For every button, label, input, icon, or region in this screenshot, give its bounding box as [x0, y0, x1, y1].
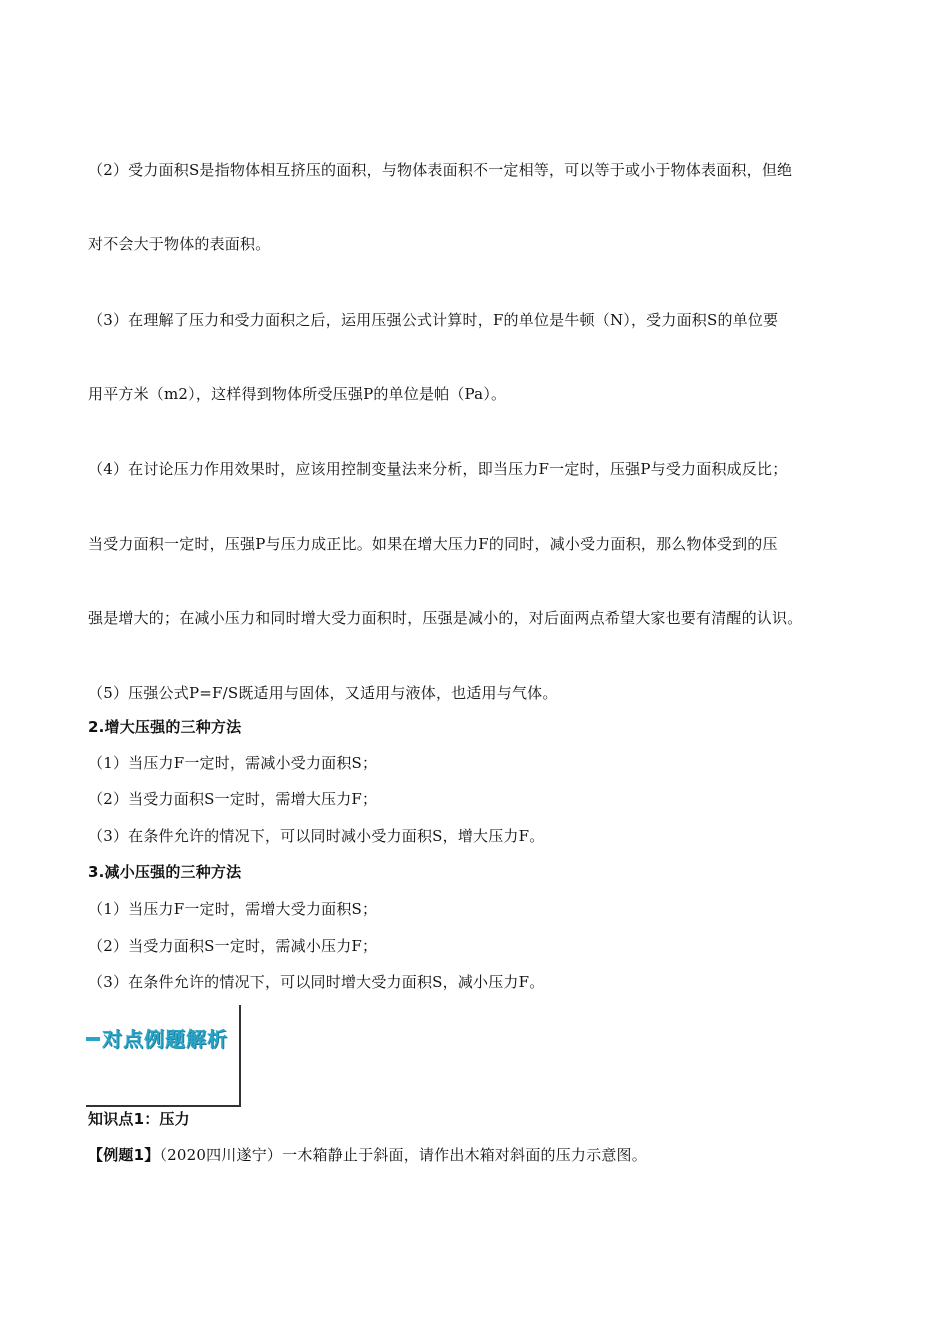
- list-item: （1）当压力F一定时，需增大受力面积S；: [88, 900, 378, 918]
- paragraph-line: （5）压强公式P=F/S既适用与固体，又适用与液体，也适用与气体。: [88, 684, 558, 702]
- list-item: （2）当受力面积S一定时，需增大压力F；: [88, 790, 378, 808]
- paragraph-line: 当受力面积一定时，压强P与压力成正比。如果在增大压力F的同时，减小受力面积，那么物体受到的压: [88, 535, 778, 553]
- paragraph-line: （2）受力面积S是指物体相互挤压的面积，与物体表面积不一定相等，可以等于或小于物体表面积，但绝: [88, 161, 793, 179]
- banner-dash-icon: [86, 1037, 100, 1041]
- example-tag: 【例题1】: [88, 1146, 160, 1164]
- paragraph-line: 用平方米（m2），这样得到物体所受压强P的单位是帕（Pa）。: [88, 385, 507, 403]
- paragraph-line: 强是增大的；在减小压力和同时增大受力面积时，压强是减小的，对后面两点希望大家也要有清醒的认识。: [88, 609, 803, 627]
- paragraph-line: （4）在讨论压力作用效果时，应该用控制变量法来分析，即当压力F一定时，压强P与受力面积成反比；: [88, 460, 788, 478]
- section-banner: [86, 1005, 241, 1107]
- example-source: （2020四川遂宁）: [159, 1146, 283, 1164]
- list-item: （3）在条件允许的情况下，可以同时增大受力面积S，减小压力F。: [88, 973, 545, 991]
- example-question: [88, 1145, 647, 1165]
- paragraph-line: （3）在理解了压力和受力面积之后，运用压强公式计算时，F的单位是牛顿（N），受力面积S的单位要: [88, 311, 779, 329]
- section-heading: 2.增大压强的三种方法: [88, 718, 242, 736]
- knowledge-point-heading: 知识点1：压力: [88, 1110, 190, 1128]
- list-item: （3）在条件允许的情况下，可以同时减小受力面积S，增大压力F。: [88, 827, 545, 845]
- paragraph-line: 对不会大于物体的表面积。: [88, 235, 271, 253]
- list-item: （2）当受力面积S一定时，需减小压力F；: [88, 937, 378, 955]
- banner-label: 对点例题解析: [102, 1027, 228, 1051]
- example-text: 一木箱静止于斜面，请作出木箱对斜面的压力示意图。: [282, 1146, 647, 1164]
- section-heading: 3.减小压强的三种方法: [88, 863, 242, 881]
- list-item: （1）当压力F一定时，需减小受力面积S；: [88, 754, 378, 772]
